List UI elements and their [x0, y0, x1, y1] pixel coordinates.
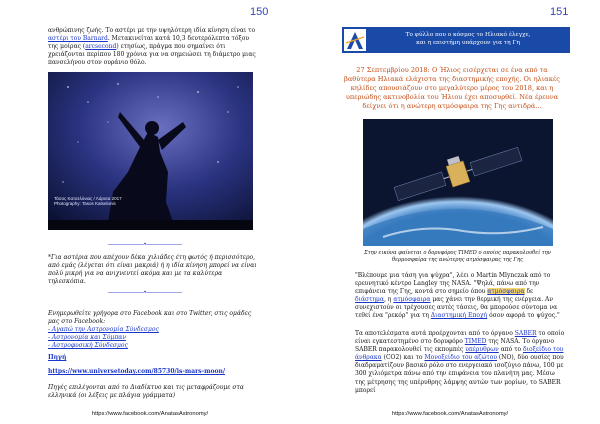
image-watermark: Τάσος Κατσελόνιας / Λάρισα 2017 Photography: Tasos Katselonis	[54, 196, 122, 206]
text-run: ανθρώπινης ζωής. Το αστέρι με την υψηλότερη ιδία κίνηση είναι το	[48, 27, 256, 34]
social-links-list	[48, 326, 258, 350]
inline-link[interactable]: υπέρυθρων	[465, 346, 499, 354]
paragraph-1	[355, 272, 565, 321]
paragraph-2	[355, 330, 565, 395]
footer-right: https://www.facebook.com/AnatasAstronomy/	[391, 411, 509, 417]
inline-link[interactable]: ατμόσφαιρα	[487, 288, 525, 296]
timed-satellite-image	[363, 119, 553, 246]
separator-2: ——————•——————	[108, 290, 183, 296]
inline-link[interactable]: αστέρι του Barnard	[48, 35, 108, 43]
text-run: μας χάνει την θερμική της ενέργεια. Αν συνεχιστούν οι τρέχουσες αυτές τάσεις, θα μπορούσε σύντομα να τεθεί ένα "ρεκόρ" για τη	[355, 296, 558, 320]
text-run: (NO), δύο ουσίες που διαδραματίζουν βασικό ρόλο στο ενεργειακό ισοζύγιο πάνω, 100 με 300 χιλιόμετρα πάνω από την επιφάνεια του πλανήτη μας. Μέσω της μέτρησης της υπέρυθρης λάμψης αυτών των μορίων, το SABER μπορεί	[355, 354, 564, 394]
intro-paragraph	[48, 27, 258, 67]
inline-link[interactable]: TIMED	[464, 338, 487, 346]
text-run: , η	[383, 296, 394, 304]
text-run: . Μετακινείται κατά 10,3 δευτερόλεπτα τόξου της μοίρας (	[48, 35, 250, 51]
right-page	[300, 0, 600, 424]
text-run: από το	[498, 346, 524, 354]
text-run: δε	[524, 288, 534, 296]
inline-link[interactable]: SABER	[514, 330, 537, 337]
headline-text: 27 Σεπτεμβρίου 2018: Ο Ήλιος εισέρχεται σε ένα από τα βαθύτερα Ηλιακά ελάχιστα της διαστημικής εποχής. Οι ηλιακές κηλίδες απουσιάζουν στο μεγαλύτερο μέρος του 2018, και η υπεριώδης ακτινοβολία του Ήλιου έχει αποσυρθεί. Νέα έρευνα δείχνει ότι η ανώτερη ατμόσφαιρα της Γης αντιδρά...	[344, 66, 560, 110]
text-run: "Βλέπουμε μια τάση για ψύχρα", λέει ο Martin Mlynczak από το ερευνητικό κέντρο Langley της NASA. "Ψηλά, πάνω από την επιφάνεια της Γης, κοντά στο σημείο όπου	[355, 272, 551, 296]
text-run: της NASA. Το όργανο SABER παρακολουθεί τις εκπομπές	[355, 338, 554, 354]
text-run: (CO2) και το	[381, 354, 425, 362]
logo-a-icon	[344, 29, 366, 51]
satellite-caption: Στην εικόνα φαίνεται ο δορυφόρος TIMED ο οποίος παρακολουθεί την θερμοσφαίρα της ανώτερης ατμόσφαιρας της Γης	[364, 250, 551, 263]
inline-link[interactable]: διοξείδιο του άνθρακα	[355, 346, 564, 362]
social-link-3[interactable]: - Αστροφυσική Σύνδεσμος	[48, 342, 128, 350]
statue-night-sky-image	[48, 72, 253, 230]
inline-link[interactable]: Διαστημική Εποχή	[430, 312, 488, 320]
banner-line-2: και η επιστήμη υπάρχουν για τη Γη	[416, 40, 520, 47]
social-link-2[interactable]: - Αστρονομία και Σύμπαν	[48, 334, 126, 342]
text-run: Τα αποτελέσματα αυτά προέρχονται από το όργανο	[355, 330, 515, 337]
source-link[interactable]: https://www.universetoday.com/85730/is-mars-moon/	[48, 368, 226, 375]
statue-photo-graphic	[48, 72, 253, 230]
social-link-1[interactable]: - Αγαπώ την Αστρονομία Σύνδεσμος	[48, 326, 159, 333]
source-label[interactable]: Πηγή	[48, 354, 67, 361]
page-number-left: 150	[250, 6, 269, 18]
inline-link[interactable]: ατμόσφαιρα	[393, 296, 431, 304]
satellite-photo-graphic	[363, 119, 553, 246]
page-number-right: 151	[550, 6, 569, 18]
inline-link[interactable]: Μονοξείδιο του αζώτου	[424, 354, 497, 362]
text-run: ) ετησίως, πράγμα που σημαίνει ότι χρειάζονται περίπου 180 χρόνια για να σημειώσει τη διάμετρο μιας πανσελήνου στον ουράνιο θόλο.	[48, 43, 256, 67]
banner-text	[370, 31, 566, 47]
banner-line-1: Το φύλλο που ο κόσμος το Ηλιακό έλεγχε,	[405, 32, 531, 38]
header-banner	[342, 27, 570, 53]
inline-link[interactable]: διάστημα	[355, 296, 384, 304]
text-run: το οποίο είναι εγκατεστημένο στο δορυφόρο	[355, 330, 565, 346]
inline-link[interactable]: arcsecond	[85, 43, 117, 51]
footer-left: https://www.facebook.com/AnatasAstronomy/	[91, 411, 209, 417]
translation-note: Πηγές επιλέγονται από το Διαδίκτυο και τις μεταφράζουμε στα ελληνικά (οι λέξεις με πλάγια γράμματα)	[48, 384, 244, 400]
social-intro: Ενημερωθείτε γρήγορα στο Facebook και στο Twitter, στις ομάδες μας στο Facebook:	[48, 310, 252, 326]
separator-1: ——————•——————	[108, 242, 183, 248]
footnote: *Για αστέρια που απέχουν δέκα χιλιάδες έτη φωτός ή περισσότερο, από εμάς (λέγεται ότι είναι μακριά) ή η ιδία κίνηση μπορεί να είναι πολύ μικρή για να ανιχνευτεί ακόμα και με τα καλύτερα τηλεσκόπια.	[48, 254, 257, 286]
text-run: όσον αφορά το ψύχος."	[487, 312, 560, 320]
